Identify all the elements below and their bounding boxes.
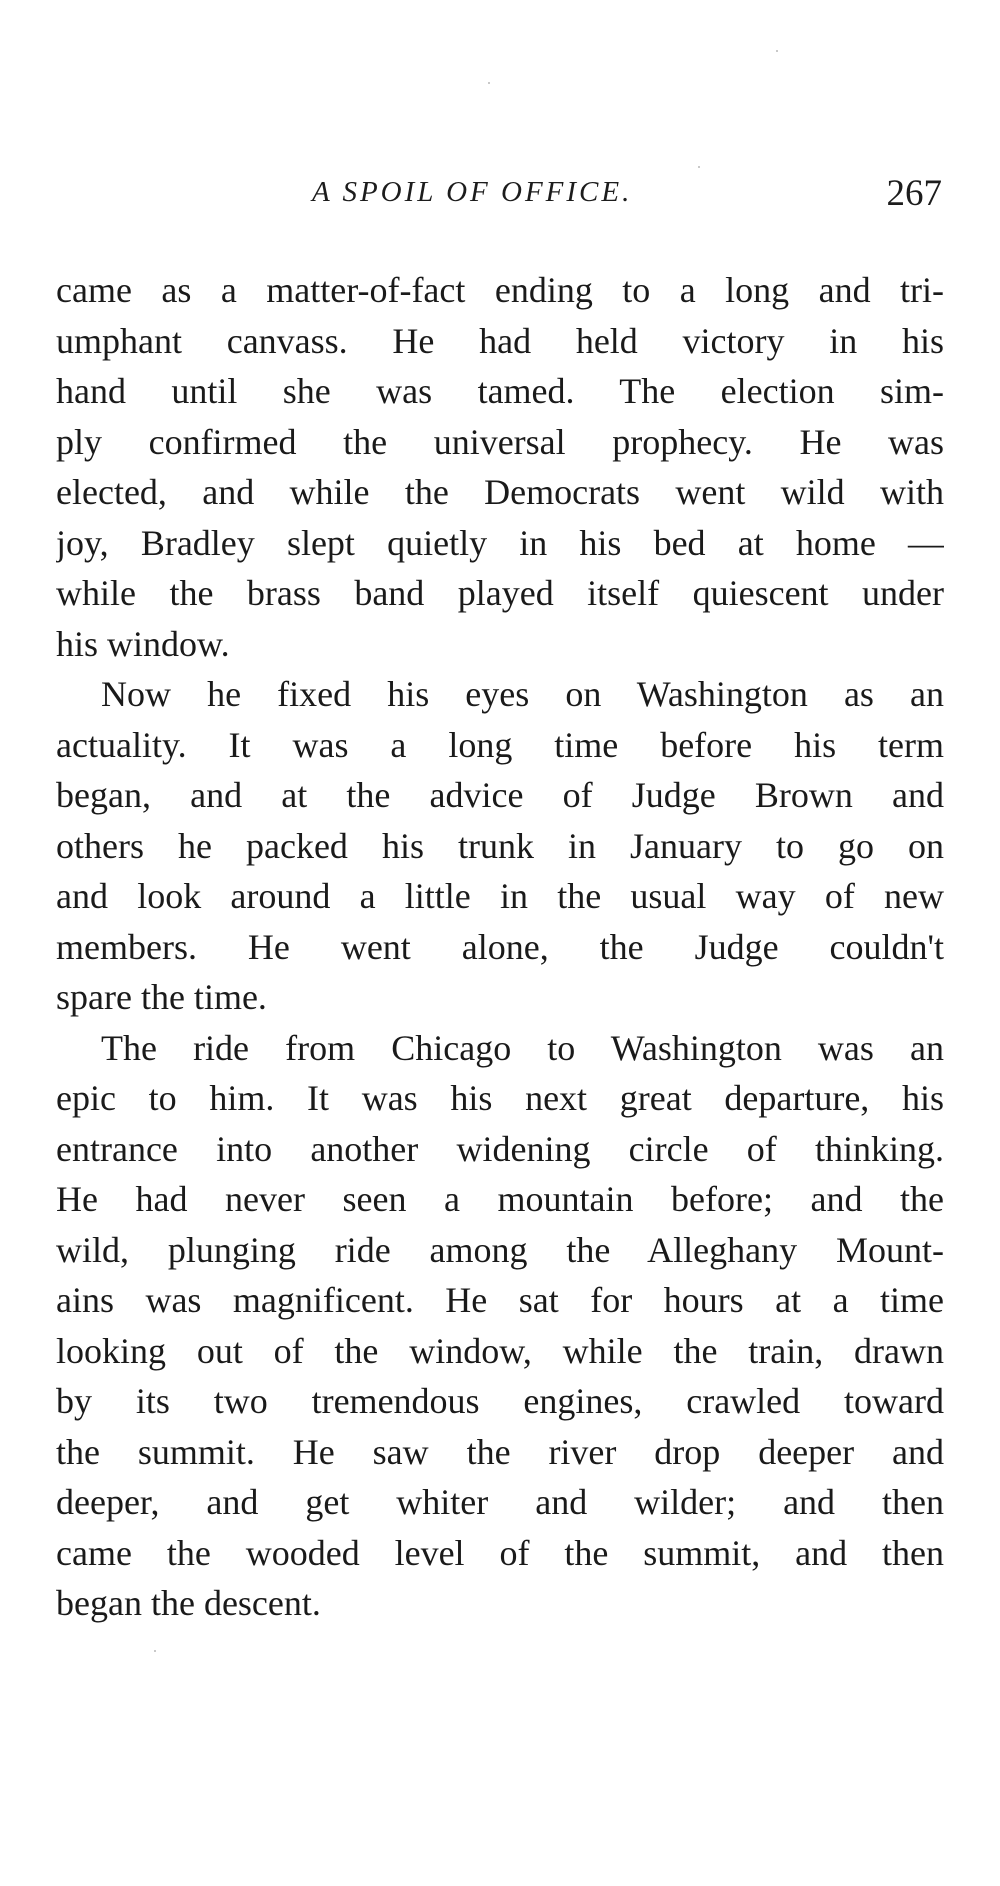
text-line: looking out of the window, while the train, drawn	[56, 1330, 944, 1371]
text-line: entrance into another widening circle of thinking.	[56, 1128, 944, 1169]
text-line: and look around a little in the usual way of new	[56, 876, 944, 916]
text-line: spare the time.	[56, 977, 267, 1017]
text-line: began the descent.	[56, 1583, 321, 1623]
text-line: The ride from Chicago to Washington was an	[101, 1027, 944, 1068]
text-line: members. He went alone, the Judge couldn't	[56, 926, 944, 967]
paper-speck	[698, 166, 700, 168]
text-line: He had never seen a mountain before; and the	[56, 1179, 944, 1219]
text-line: his window.	[56, 623, 230, 664]
running-title: A SPOIL OF OFFICE.	[312, 176, 633, 208]
text-line: Now he fixed his eyes on Washington as an	[101, 674, 944, 714]
text-line: joy, Bradley slept quietly in his bed at home —	[56, 522, 944, 563]
text-line: came the wooded level of the summit, and then	[56, 1532, 944, 1573]
text-line: came as a matter-of-fact ending to a long and tri-	[56, 270, 944, 310]
body-text	[56, 265, 944, 1629]
paragraph-2	[56, 669, 944, 1023]
paragraph-1	[56, 265, 944, 669]
text-line: ains was magnificent. He sat for hours at a time	[56, 1280, 944, 1320]
text-line: hand until she was tamed. The election sim-	[56, 371, 944, 411]
text-line: epic to him. It was his next great departure, his	[56, 1078, 944, 1118]
page-number: 267	[886, 173, 942, 214]
paragraph-3	[56, 1023, 944, 1629]
text-line: began, and at the advice of Judge Brown and	[56, 775, 944, 815]
text-line: by its two tremendous engines, crawled toward	[56, 1381, 944, 1421]
text-line: elected, and while the Democrats went wild with	[56, 472, 944, 512]
text-line: deeper, and get whiter and wilder; and then	[56, 1482, 944, 1522]
text-line: the summit. He saw the river drop deeper and	[56, 1431, 944, 1472]
text-line: umphant canvass. He had held victory in his	[56, 320, 944, 361]
text-line: ply confirmed the universal prophecy. He was	[56, 421, 944, 462]
text-line: while the brass band played itself quiescent under	[56, 573, 944, 613]
paper-speck	[776, 50, 778, 52]
paper-speck	[488, 82, 490, 84]
text-line: others he packed his trunk in January to go on	[56, 825, 944, 866]
paper-speck	[154, 1650, 156, 1652]
running-head	[0, 173, 1000, 220]
text-line: wild, plunging ride among the Alleghany Mount-	[56, 1229, 944, 1270]
text-line: actuality. It was a long time before his term	[56, 724, 944, 765]
